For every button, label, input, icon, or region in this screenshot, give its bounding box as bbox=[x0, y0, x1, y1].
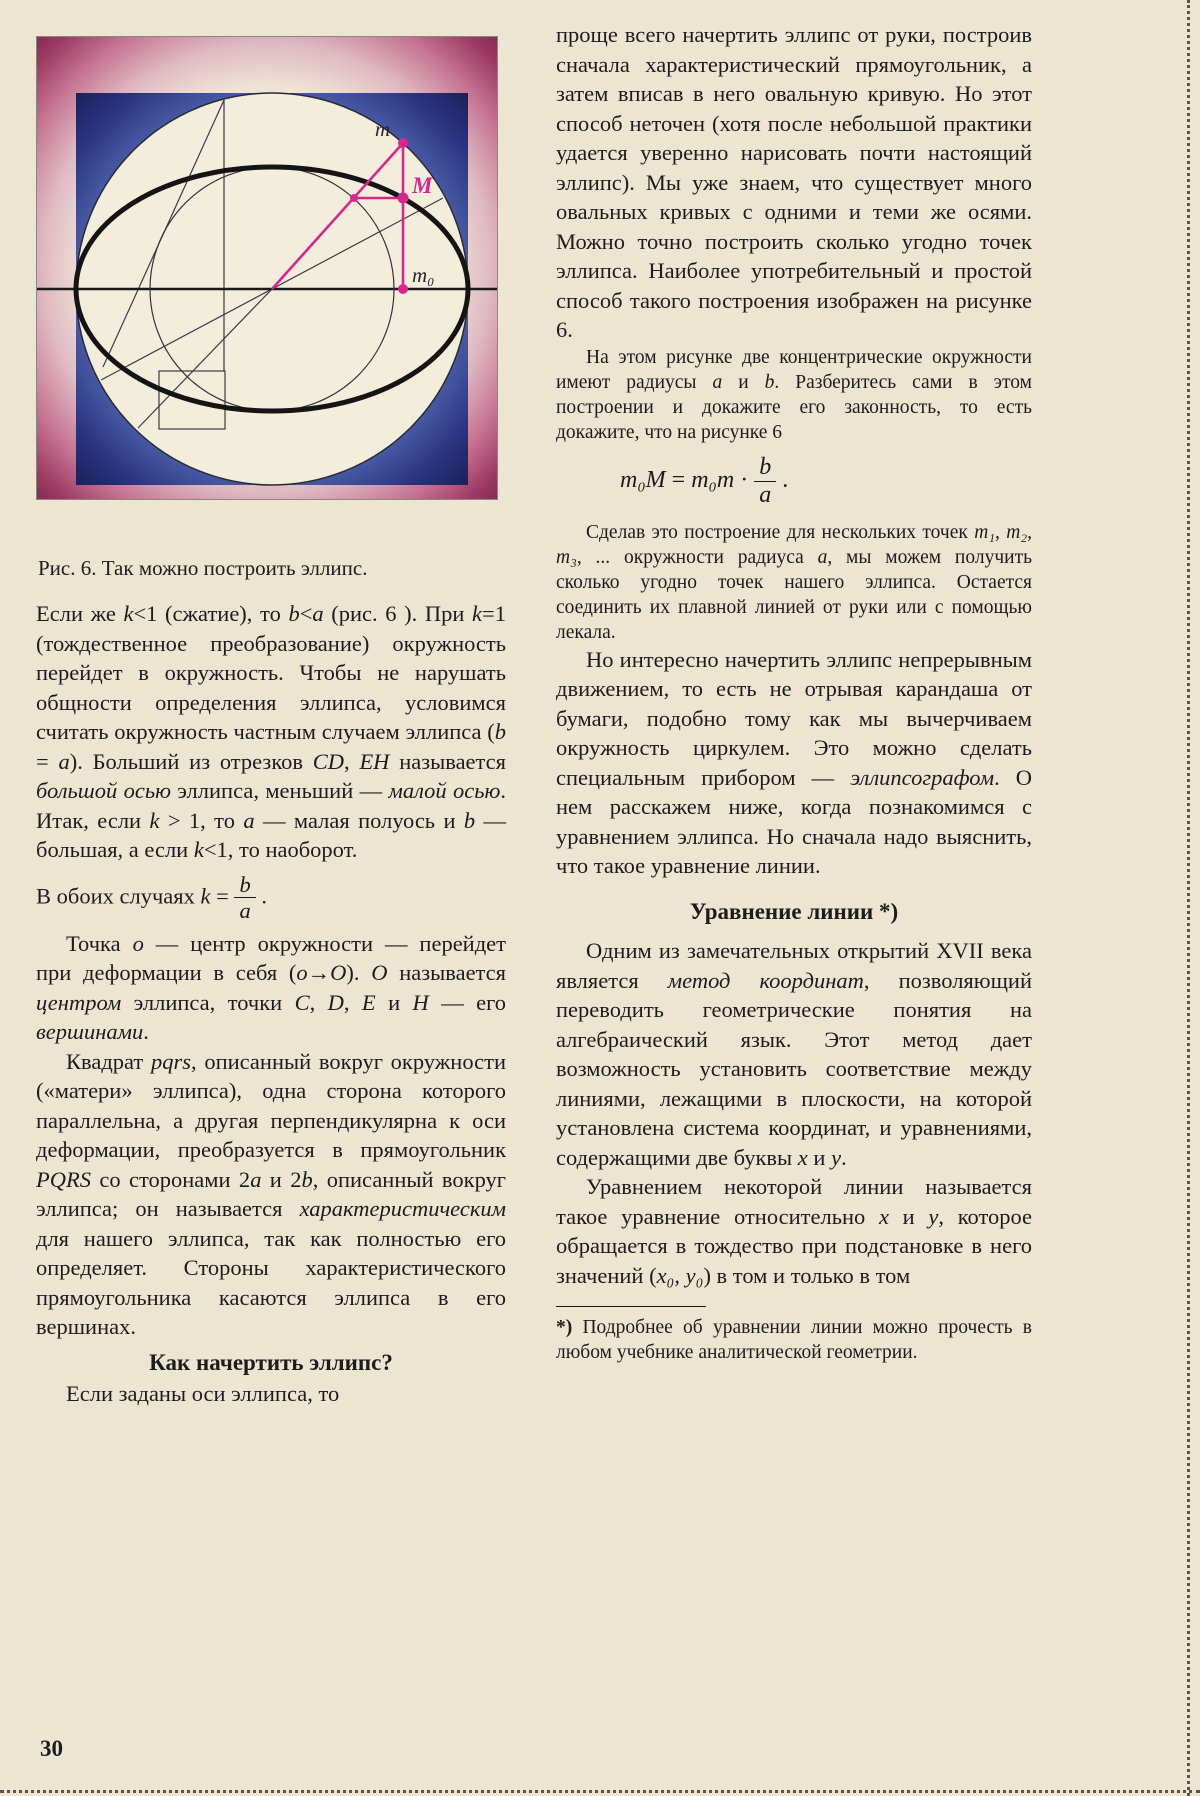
footnote-equation-of-line: *) Подробнее об уравнении линии можно прочесть в любом учебнике аналитической геометрии. bbox=[556, 1317, 1032, 1364]
heading-equation-of-line: Уравнение линии *) bbox=[689, 898, 899, 924]
left-column bbox=[36, 36, 506, 1409]
trim-mark-horizontal bbox=[0, 1790, 1200, 1793]
paragraph-center-point: Точка o — центр окружности — перейдет при деформации в себя (o→O). O называется центром эллипса, точки C, D, E и H — его вершинами. bbox=[36, 930, 507, 1045]
paragraph-draw-by-hand: проще всего начертить эллипс от руки, построив сначала характеристический прямоугольник, а затем вписав в него овальную кривую. Но этот способ неточен (хотя после небольшой практики удается уверенно нарисовать почти настоящий эллипс). Мы уже знаем, что существует много овальных кривых с одними и теми же осями. Можно точно построить сколько угодно точек эллипса. Наиболее употребительный и простой способ такого построения изображен на рисунке 6. bbox=[556, 22, 1032, 342]
figure-caption: Рис. 6. Так можно построить эллипс. bbox=[38, 556, 368, 580]
heading-how-to-draw-ellipse: Как начертить эллипс? bbox=[149, 1349, 393, 1375]
figure-6 bbox=[36, 36, 506, 500]
point-on-small-circle bbox=[350, 194, 358, 202]
paragraph-continuous-motion: Но интересно начертить эллипс непрерывным движением, то есть не отрывая карандаша от бумаги, подобно тому как мы вычерчиваем окружность циркулем. Это можно сделать специальным прибором — эллипсографом. О нем расскажем ниже, когда познакомимся с уравнением эллипса. Но сначала надо выяснить, что такое уравнение линии. bbox=[556, 646, 1032, 879]
point-m0 bbox=[398, 284, 408, 294]
trim-mark-vertical bbox=[1187, 0, 1190, 1796]
paragraph-two-concentric-circles: На этом рисунке две концентрические окружности имеют радиусы a и b. Разберитесь сами в этом построении и докажите его законность, то есть докажите, что на рисунке 6 bbox=[556, 346, 1032, 443]
page-number: 30 bbox=[40, 1736, 63, 1761]
label-m-icon: m bbox=[375, 117, 391, 141]
footnote-divider bbox=[556, 1306, 706, 1307]
paragraph-k-equals-b-over-a: В обоих случаях k = $\frac{b}{a}$ . bbox=[36, 871, 267, 924]
left-column-text bbox=[36, 599, 506, 1409]
paragraph-method-of-coordinates: Одним из замечательных открытий XVII века является метод координат, позволяющий переводить геометрические понятия на алгебраический язык. Этот метод дает возможность установить соответствие между линиями, лежащими в плоскости, на которой установлена система координат, и уравнениями, содержащими две буквы x и y. bbox=[556, 938, 1032, 1170]
label-m0-icon: m₀ bbox=[412, 263, 435, 287]
point-M bbox=[398, 193, 409, 204]
point-m bbox=[398, 138, 408, 148]
formula-m0M: m₀M = m₀m · $\frac{b}{a}$ . bbox=[620, 453, 789, 508]
paragraph-several-points: Сделав это построение для нескольких точек m₁, m₂, m₃, ... окружности радиуса a, мы можем получить сколько угодно точек нашего эллипса. Остается соединить их плавной линией от руки или с помощью лекала. bbox=[556, 521, 1033, 643]
right-column bbox=[556, 20, 1032, 1365]
paragraph-if-axes-given: Если заданы оси эллипса, то bbox=[66, 1381, 340, 1407]
label-M-icon: M bbox=[412, 173, 433, 198]
paragraph-square-pqrs: Квадрат pqrs, описанный вокруг окружности («матери» эллипса), одна сторона которого параллельна, а другая перпендикулярна к оси деформации, преобразуется в прямоугольник PQRS со сторонами 2a и 2b, описанный вокруг эллипса; он называется характеристическим для нашего эллипса, так как полностью его определяет. Стороны характеристического прямоугольника касаются эллипса в его вершинах. bbox=[36, 1048, 507, 1340]
paragraph-k-compression: Если же k<1 (сжатие), то b<a (рис. 6 ). При k=1 (тождественное преобразование) окружность перейдет в окружность. Чтобы не нарушать общности определения эллипса, условимся считать окружность частным случаем эллипса (b = a). Больший из отрезков CD, EH называется большой осью эллипса, меньший — малой осью. Итак, если k > 1, то a — малая полуось и b — большая, а если k<1, то наоборот. bbox=[36, 601, 507, 862]
paragraph-equation-definition: Уравнением некоторой линии называется такое уравнение относительно x и y, которое обращается в тождество при подстановке в него значений (x₀, y₀) в том и только в том bbox=[556, 1174, 1032, 1288]
ellipse-construction-figure bbox=[36, 36, 498, 500]
